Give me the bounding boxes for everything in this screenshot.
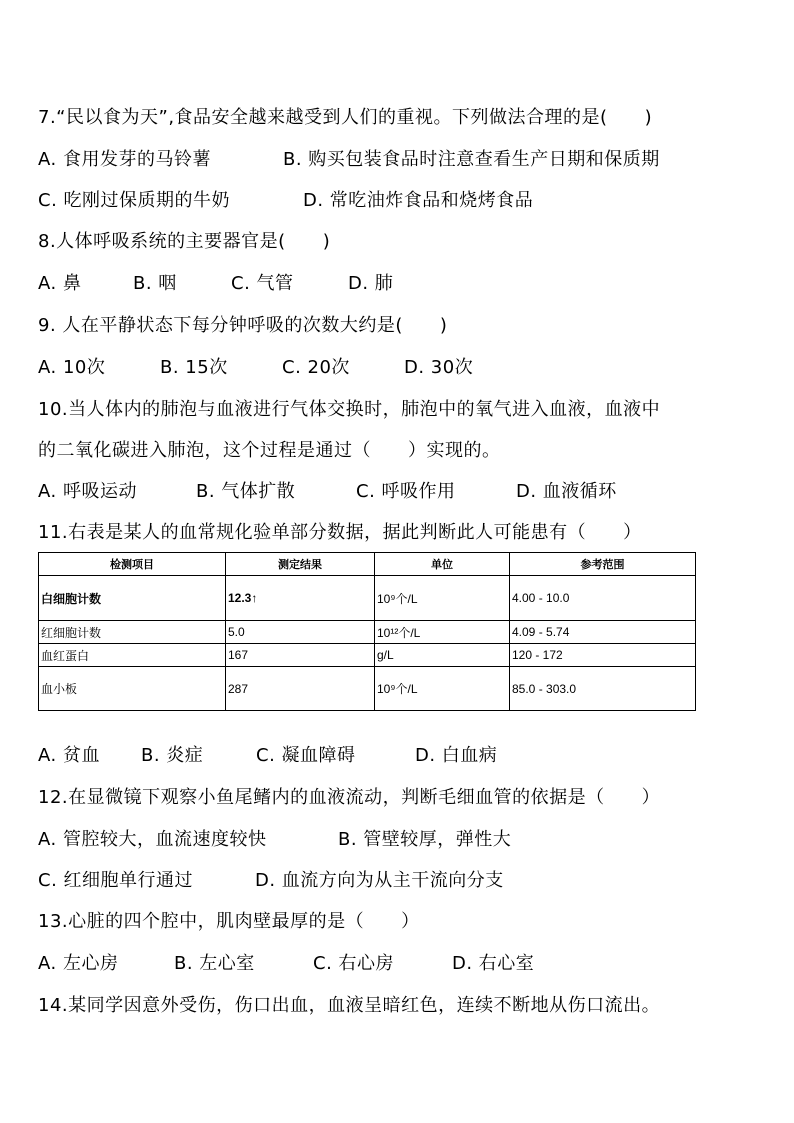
q11-option-b: B. 炎症 [141, 745, 204, 766]
q9-option-c: C. 20次 [282, 357, 350, 378]
q11-options [38, 744, 497, 768]
q12-option-b: B. 管壁较厚，弹性大 [338, 829, 512, 850]
q12-option-c: C. 红细胞单行通过 [38, 870, 194, 891]
q13-option-c: C. 右心房 [313, 953, 395, 974]
table-cell: 红细胞计数 [39, 621, 226, 644]
q7-options-row2 [38, 189, 533, 213]
q11-stem: 11.右表是某人的血常规化验单部分数据，据此判断此人可能患有（ ） [38, 522, 642, 543]
q10-stem-line1: 10.当人体内的肺泡与血液进行气体交换时，肺泡中的氧气进入血液，血液中 [38, 399, 661, 420]
q11-option-d: D. 白血病 [415, 745, 498, 766]
q11-option-a: A. 贫血 [38, 745, 100, 766]
q12-option-d: D. 血流方向为从主干流向分支 [255, 870, 504, 891]
q7-options-row1 [38, 148, 660, 172]
table-header: 单位 [375, 553, 510, 576]
q9-option-b: B. 15次 [160, 357, 228, 378]
q11-option-c: C. 凝血障碍 [256, 745, 356, 766]
q13-options [38, 952, 534, 976]
table-cell: 85.0 - 303.0 [510, 667, 696, 711]
table-cell: 12.3↑ [226, 576, 375, 621]
q8-option-b: B. 咽 [133, 273, 177, 294]
table-row [39, 576, 696, 621]
table-cell: g/L [375, 644, 510, 667]
q10-options [38, 480, 617, 504]
q8-options [38, 272, 393, 296]
q12-option-a: A. 管腔较大，血流速度较快 [38, 829, 267, 850]
table-header: 检测项目 [39, 553, 226, 576]
q13-option-b: B. 左心室 [174, 953, 255, 974]
table-header-row [39, 553, 696, 576]
q9-stem: 9. 人在平静状态下每分钟呼吸的次数大约是( ) [38, 315, 448, 336]
q10-option-a: A. 呼吸运动 [38, 481, 137, 502]
table-row [39, 644, 696, 667]
q12-stem: 12.在显微镜下观察小鱼尾鳍内的血液流动，判断毛细血管的依据是（ ） [38, 787, 661, 808]
table-cell: 4.09 - 5.74 [510, 621, 696, 644]
q10-stem-line2: 的二氧化碳进入肺泡，这个过程是通过（ ）实现的。 [38, 440, 501, 461]
q10-option-d: D. 血液循环 [516, 481, 617, 502]
q12-options-row2 [38, 869, 504, 893]
q8-option-c: C. 气管 [231, 273, 294, 294]
table-cell: 10⁹个/L [375, 667, 510, 711]
q9-option-a: A. 10次 [38, 357, 106, 378]
q10-option-c: C. 呼吸作用 [356, 481, 456, 502]
q7-stem: 7.“民以食为天”,食品安全越来越受到人们的重视。下列做法合理的是( ) [38, 107, 653, 128]
table-cell: 287 [226, 667, 375, 711]
q13-option-a: A. 左心房 [38, 953, 119, 974]
table-row [39, 667, 696, 711]
q7-option-c: C. 吃刚过保质期的牛奶 [38, 190, 231, 211]
q7-option-b: B. 购买包装食品时注意查看生产日期和保质期 [283, 149, 660, 170]
table-cell: 120 - 172 [510, 644, 696, 667]
table-cell: 血小板 [39, 667, 226, 711]
q7-option-d: D. 常吃油炸食品和烧烤食品 [303, 190, 534, 211]
q9-options [38, 356, 473, 380]
table-cell: 10⁹个/L [375, 576, 510, 621]
table-header: 参考范围 [510, 553, 696, 576]
q14-stem: 14.某同学因意外受伤，伤口出血，血液呈暗红色，连续不断地从伤口流出。 [38, 995, 661, 1016]
table-cell: 167 [226, 644, 375, 667]
q12-options-row1 [38, 828, 511, 852]
table-cell: 血红蛋白 [39, 644, 226, 667]
q13-stem: 13.心脏的四个腔中，肌肉壁最厚的是（ ） [38, 911, 420, 932]
table-cell: 5.0 [226, 621, 375, 644]
blood-test-table [38, 552, 696, 711]
q7-option-a: A. 食用发芽的马铃薯 [38, 149, 211, 170]
table-header: 测定结果 [226, 553, 375, 576]
q8-option-a: A. 鼻 [38, 273, 82, 294]
q9-option-d: D. 30次 [404, 357, 474, 378]
q8-stem: 8.人体呼吸系统的主要器官是( ) [38, 231, 331, 252]
q10-option-b: B. 气体扩散 [196, 481, 296, 502]
q13-option-d: D. 右心室 [452, 953, 535, 974]
table-cell: 4.00 - 10.0 [510, 576, 696, 621]
table-cell: 白细胞计数 [39, 576, 226, 621]
q8-option-d: D. 肺 [348, 273, 394, 294]
table-cell: 10¹²个/L [375, 621, 510, 644]
table-row [39, 621, 696, 644]
